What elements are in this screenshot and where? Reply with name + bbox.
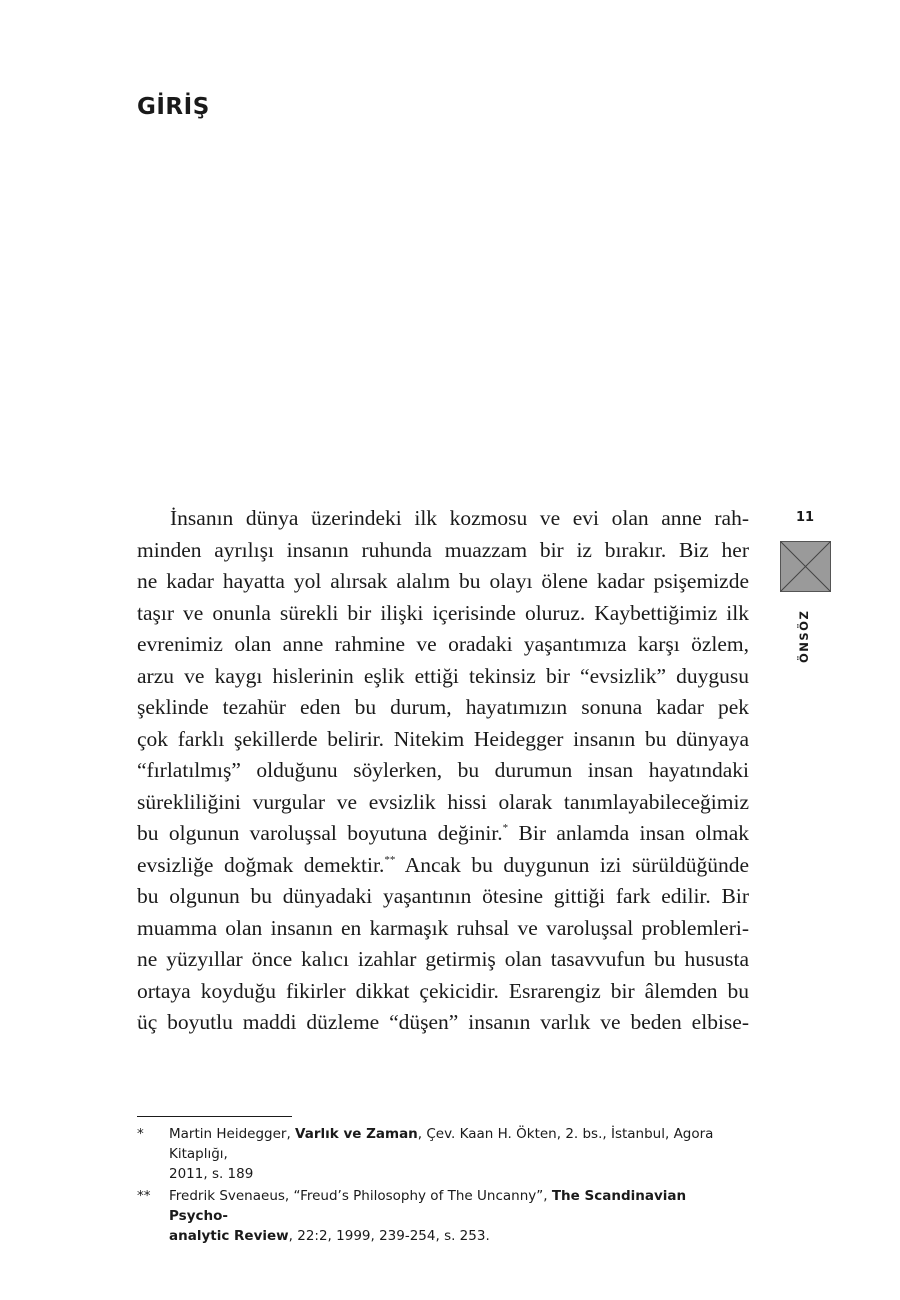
footnote-2 [137,1186,749,1246]
body-line: ne kadar hayatta yol alırsak alalım bu olayı ölene kadar psişemizde [137,569,749,593]
body-line: ortaya koyduğu fikirler dikkat çekicidir. Esrarengiz bir âlemden bu [137,978,749,1003]
footnote-mark: ** [137,1188,151,1204]
body-line: bu olgunun bu dünyadaki yaşantının ötesine gittiği fark edilir. Bir [137,884,749,908]
footnote-text: 2011, s. 189 [169,1166,254,1182]
page-number: 11 [795,510,815,525]
footnote-journal-title: analytic Review [169,1228,289,1244]
body-paragraph [137,503,749,1039]
body-line: muamma olan insanın en karmaşık ruhsal ve varoluşsal problemleri- [137,915,749,940]
footnote-journal-title: The Scandinavian Psycho- [169,1188,687,1224]
footnote-divider [137,1116,292,1117]
body-line: minden ayrılışı insanın ruhunda muazzam bir iz bırakır. Biz her [137,537,749,562]
footnote-mark: * [137,1126,144,1142]
footnotes [137,1124,749,1248]
footnote-ref-1[interactable]: * [502,822,509,834]
crossed-box-icon [780,541,831,592]
footnote-text: Martin Heidegger, [169,1126,296,1142]
body-text-segment: Ancak bu duygunun izi sürüldüğünde [395,852,749,877]
body-line: taşır ve onunla sürekli bir ilişki içerisinde oluruz. Kaybettiğimiz ilk [137,600,749,625]
footnote-text: Fredrik Svenaeus, “Freud’s Philosophy of The Uncanny”, [169,1188,552,1204]
chapter-title: GİRİŞ [137,94,210,120]
body-line: İnsanın dünya üzerindeki ilk kozmosu ve evi olan anne rah- [170,506,749,530]
footnote-book-title: Varlık ve Zaman [295,1126,418,1142]
body-line [137,818,749,850]
body-line: arzu ve kaygı hislerinin eşlik ettiği tekinsiz bir “evsizlik” duygusu [137,663,749,688]
body-line: sürekliliğini vurgular ve evsizlik hissi olarak tanımlayabileceğimiz [137,789,749,814]
body-line: evrenimiz olan anne rahmine ve oradaki yaşantımıza karşı özlem, [137,632,749,656]
footnote-text: , Çev. Kaan H. Ökten, 2. bs., İstanbul, Agora Kitaplığı, [169,1126,714,1162]
footnote-text: , 22:2, 1999, 239-254, s. 253. [288,1228,490,1244]
body-text-segment: bu olgunun varoluşsal boyutuna değinir. [137,821,503,845]
body-line: şeklinde tezahür eden bu durum, hayatımızın sonuna kadar pek [137,695,749,719]
body-line: üç boyutlu maddi düzleme “düşen” insanın varlık ve beden elbise- [137,1010,749,1034]
body-line: “fırlatılmış” olduğunu söylerken, bu durumun insan hayatındaki [137,758,749,782]
section-side-label: ÖNSÖZ [797,609,811,663]
footnote-ref-2[interactable]: ** [384,853,396,866]
footnote-1 [137,1124,749,1184]
body-line [137,850,749,882]
body-line: çok farklı şekillerde belirir. Nitekim Heidegger insanın bu dünyaya [137,726,749,751]
body-line: ne yüzyıllar önce kalıcı izahlar getirmiş olan tasavvufun bu hususta [137,947,749,971]
body-text-segment: Bir anlamda insan olmak [508,821,749,845]
body-text-segment: evsizliğe doğmak demektir. [137,852,385,877]
